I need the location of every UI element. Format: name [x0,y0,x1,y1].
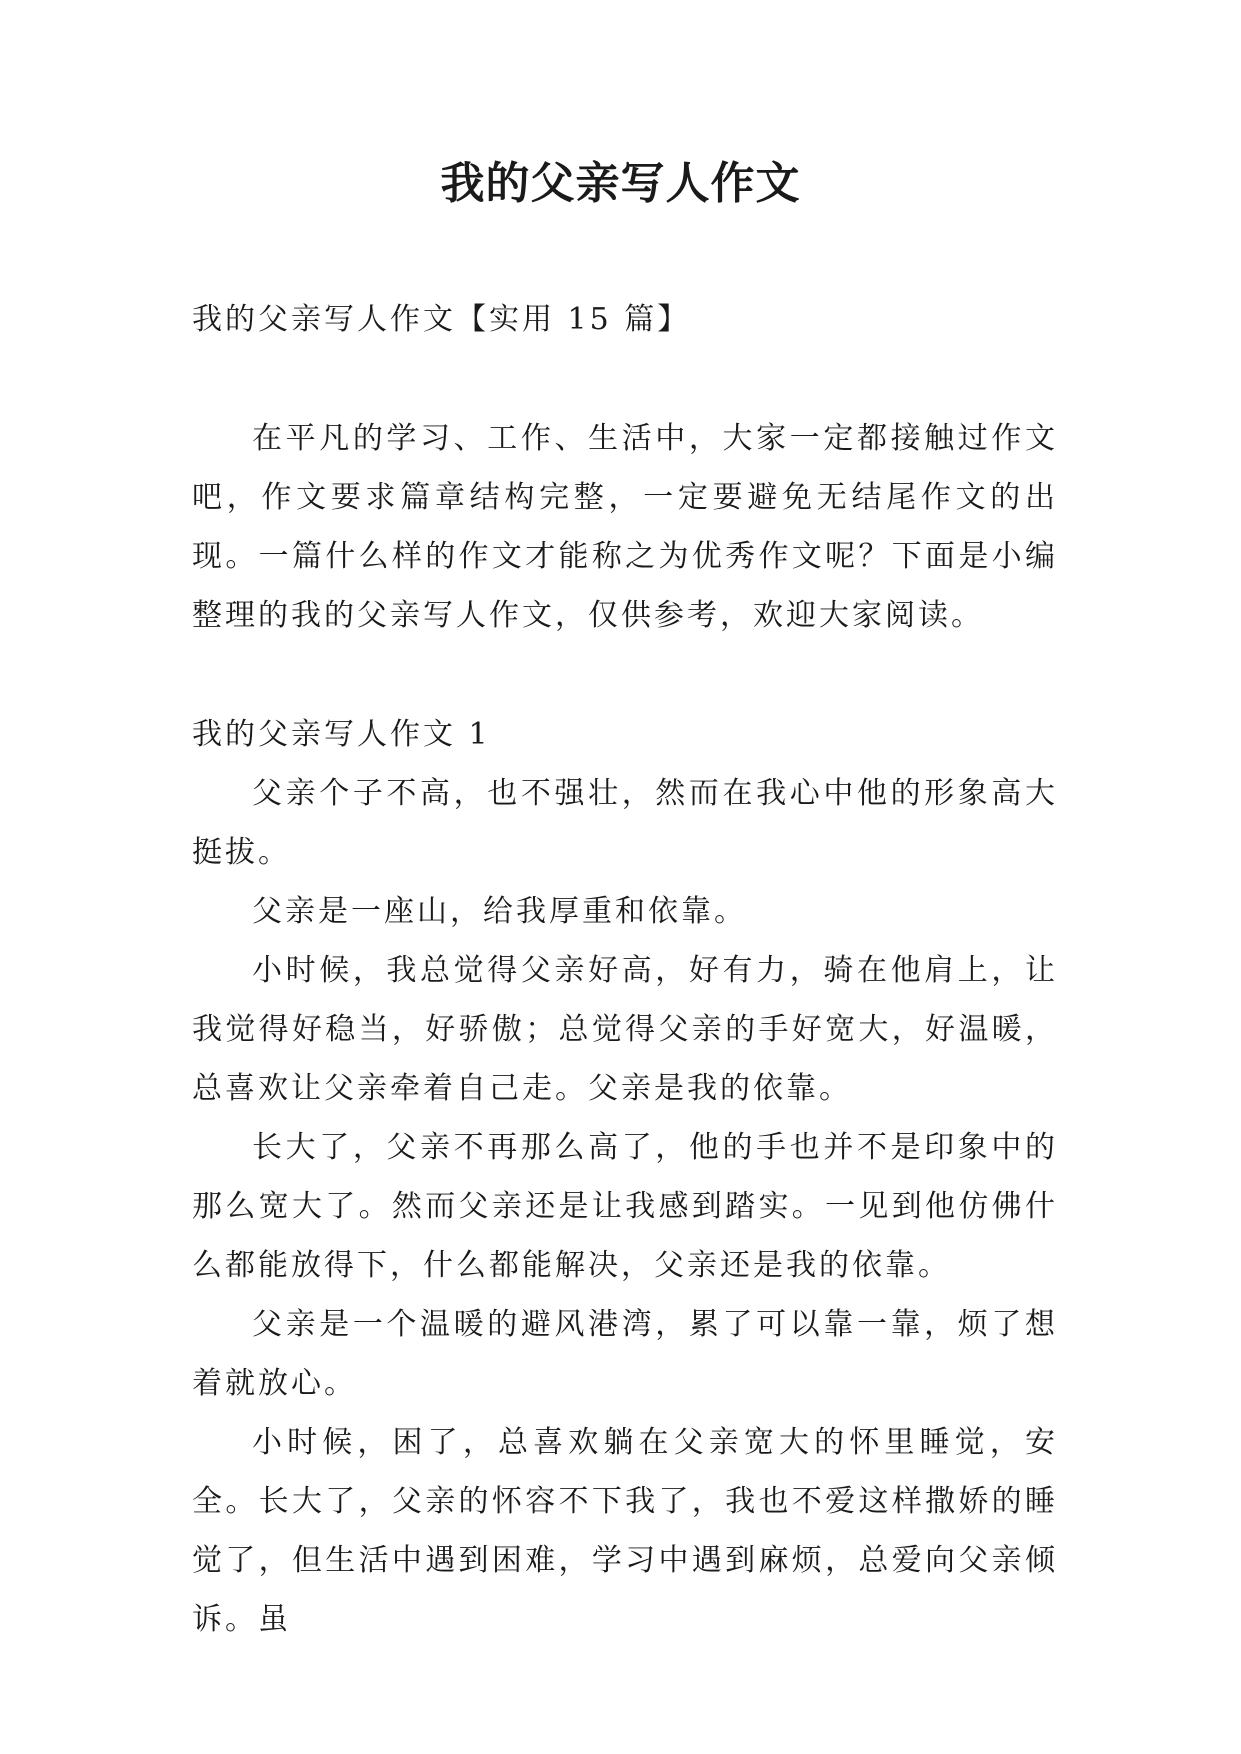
body-paragraph: 父亲个子不高，也不强壮，然而在我心中他的形象高大挺拔。 [192,776,1058,870]
document-subtitle: 我的父亲写人作文【实用 15 篇】 [192,302,691,337]
body-paragraph: 小时候，困了，总喜欢躺在父亲宽大的怀里睡觉，安全。长大了，父亲的怀容不下我了，我也不爱这样撒娇的睡觉了，但生活中遇到困难，学习中遇到麻烦，总爱向父亲倾诉。虽 [192,1425,1058,1637]
section-heading: 我的父亲写人作文 1 [192,717,491,752]
document-title: 我的父亲写人作文 [440,158,801,209]
body-paragraph: 长大了，父亲不再那么高了，他的手也并不是印象中的那么宽大了。然而父亲还是让我感到踏实。一见到他仿佛什么都能放得下，什么都能解决，父亲还是我的依靠。 [192,1130,1058,1283]
intro-paragraph: 在平凡的学习、工作、生活中，大家一定都接触过作文吧，作文要求篇章结构完整，一定要避免无结尾作文的出现。一篇什么样的作文才能称之为优秀作文呢？下面是小编整理的我的父亲写人作文，仅供参考，欢迎大家阅读。 [192,421,1058,633]
body-paragraph: 父亲是一座山，给我厚重和依靠。 [252,894,747,929]
body-paragraph: 小时候，我总觉得父亲好高，好有力，骑在他肩上，让我觉得好稳当，好骄傲；总觉得父亲的手好宽大，好温暖，总喜欢让父亲牵着自己走。父亲是我的依靠。 [192,953,1058,1106]
document-body [192,290,1058,1649]
body-paragraph: 父亲是一个温暖的避风港湾，累了可以靠一靠，烦了想着就放心。 [192,1307,1058,1401]
